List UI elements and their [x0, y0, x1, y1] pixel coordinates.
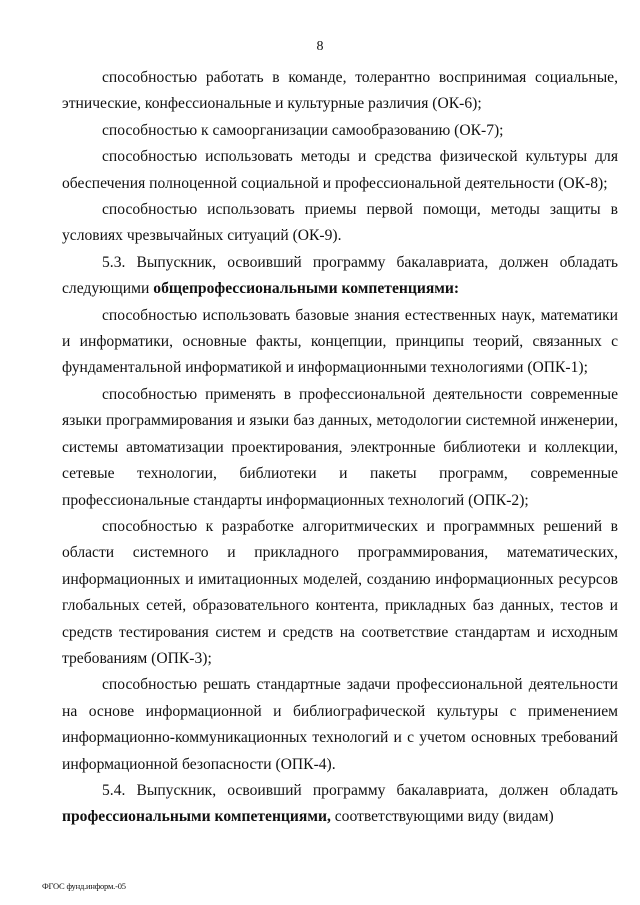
paragraph-ok-7: способностью к самоорганизации самообразованию (ОК-7); [102, 121, 504, 139]
paragraph-section-5-3: 5.3. Выпускник, освоивший программу бакалавриата, должен обладать следующими общепрофессиональными компетенциями: [62, 253, 618, 298]
bold-term-professional-competencies: профессиональными компетенциями, [62, 808, 331, 826]
paragraph-section-5-4: 5.4. Выпускник, освоивший программу бакалавриата, должен обладать профессиональными компетенциями, соответствующими виду (видам) [62, 781, 618, 826]
document-body [62, 65, 618, 831]
bold-term-general-competencies: общепрофессиональными компетенциями: [153, 280, 460, 298]
paragraph-ok-9: способностью использовать приемы первой помощи, методы защиты в условиях чрезвычайных ситуаций (ОК-9). [62, 201, 618, 245]
paragraph-opk-3: способностью к разработке алгоритмических и программных решений в области системного и прикладного программирования, математических, информационных и имитационных моделей, созданию информационных ресурсов глобальных сетей, образовательного контента, прикладных баз данных, тестов и средств тестирования систем и средств на соответствие стандартам и исходным требованиям (ОПК-3); [62, 517, 618, 667]
page-number: 8 [316, 39, 324, 54]
paragraph-opk-1: способностью использовать базовые знания естественных наук, математики и информатики, основные факты, концепции, принципы теорий, связанных с фундаментальной информатикой и информационными технологиями (ОПК-1); [62, 306, 618, 377]
paragraph-ok-8: способностью использовать методы и средства физической культуры для обеспечения полноценной социальной и профессиональной деятельности (ОК-8); [62, 148, 618, 192]
paragraph-opk-4: способностью решать стандартные задачи профессиональной деятельности на основе информационной и библиографической культуры с применением информационно-коммуникационных технологий и с учетом основных требований информационной безопасности (ОПК-4). [62, 676, 618, 773]
footer-doc-code: ФГОС фунд.информ.-05 [42, 881, 126, 891]
paragraph-opk-2: способностью применять в профессиональной деятельности современные языки программирования и языки баз данных, методологии системной инженерии, системы автоматизации проектирования, электронные библиотеки и коллекции, сетевые технологии, библиотеки и пакеты программ, современные профессиональные стандарты информационных технологий (ОПК-2); [62, 385, 618, 509]
paragraph-ok-6: способностью работать в команде, толерантно воспринимая социальные, этнические, конфессиональные и культурные различия (ОК-6); [62, 69, 618, 113]
